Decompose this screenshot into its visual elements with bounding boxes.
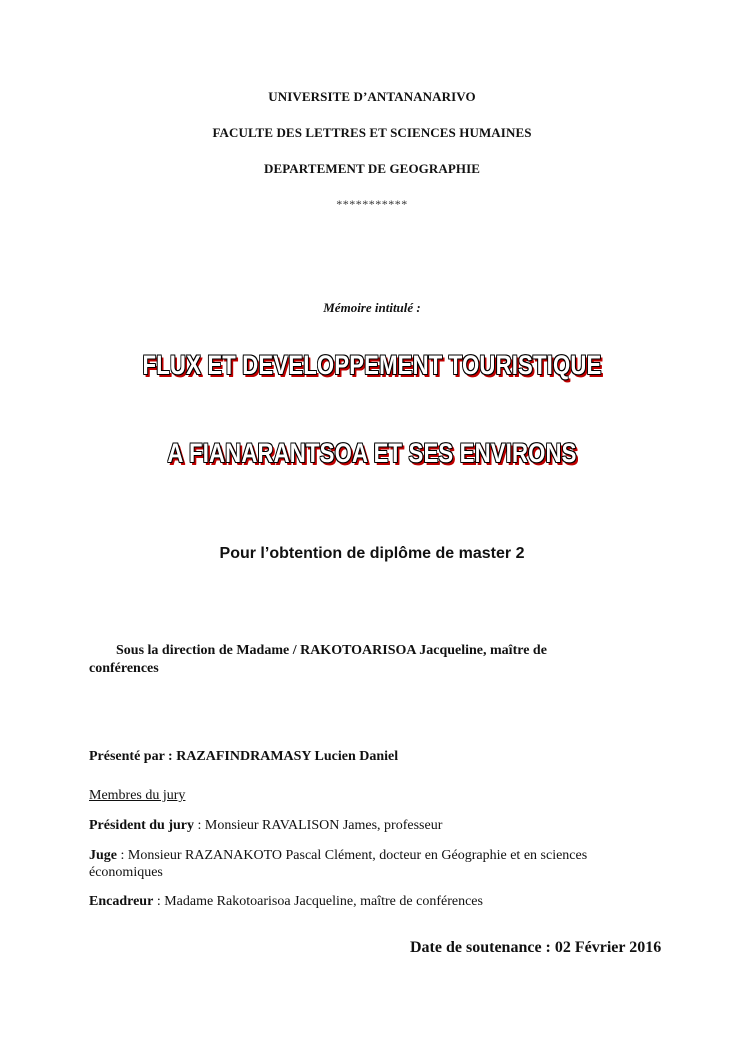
jury-supervisor-label: Encadreur xyxy=(89,894,154,909)
university-name: UNIVERSITE D’ANTANANARIVO xyxy=(268,89,476,104)
defense-date: Date de soutenance : 02 Février 2016 xyxy=(410,939,662,956)
jury-judge xyxy=(89,847,689,865)
direction-line2: conférences xyxy=(89,661,159,676)
jury-president-value: : Monsieur RAVALISON James, professeur xyxy=(194,818,443,833)
thesis-title-line1: FLUX ET DEVELOPPEMENT TOURISTIQUE xyxy=(142,350,602,380)
faculty-name: FACULTE DES LETTRES ET SCIENCES HUMAINES xyxy=(212,125,532,140)
separator-stars: *********** xyxy=(336,197,408,211)
jury-supervisor-value: : Madame Rakotoarisoa Jacqueline, maître de conférences xyxy=(153,894,483,909)
direction-line1: Sous la direction de Madame / RAKOTOARISOA Jacqueline, maître de xyxy=(116,643,547,658)
jury-heading: Membres du jury xyxy=(89,788,186,803)
department-name: DEPARTEMENT DE GEOGRAPHIE xyxy=(263,161,481,176)
thesis-title-line2: A FIANARANTSOA ET SES ENVIRONS xyxy=(167,438,577,468)
jury-judge-continued: économiques xyxy=(89,865,163,880)
jury-judge-value: : Monsieur RAZANAKOTO Pascal Clément, docteur en Géographie et en sciences xyxy=(117,848,588,863)
degree-purpose: Pour l’obtention de diplôme de master 2 xyxy=(219,545,525,562)
jury-supervisor xyxy=(89,893,483,911)
presenter: Présenté par : RAZAFINDRAMASY Lucien Daniel xyxy=(89,749,399,764)
jury-judge-label: Juge xyxy=(89,848,117,863)
jury-president-label: Président du jury xyxy=(89,818,194,833)
memoire-intro: Mémoire intitulé : xyxy=(323,300,421,315)
jury-president xyxy=(89,817,442,835)
